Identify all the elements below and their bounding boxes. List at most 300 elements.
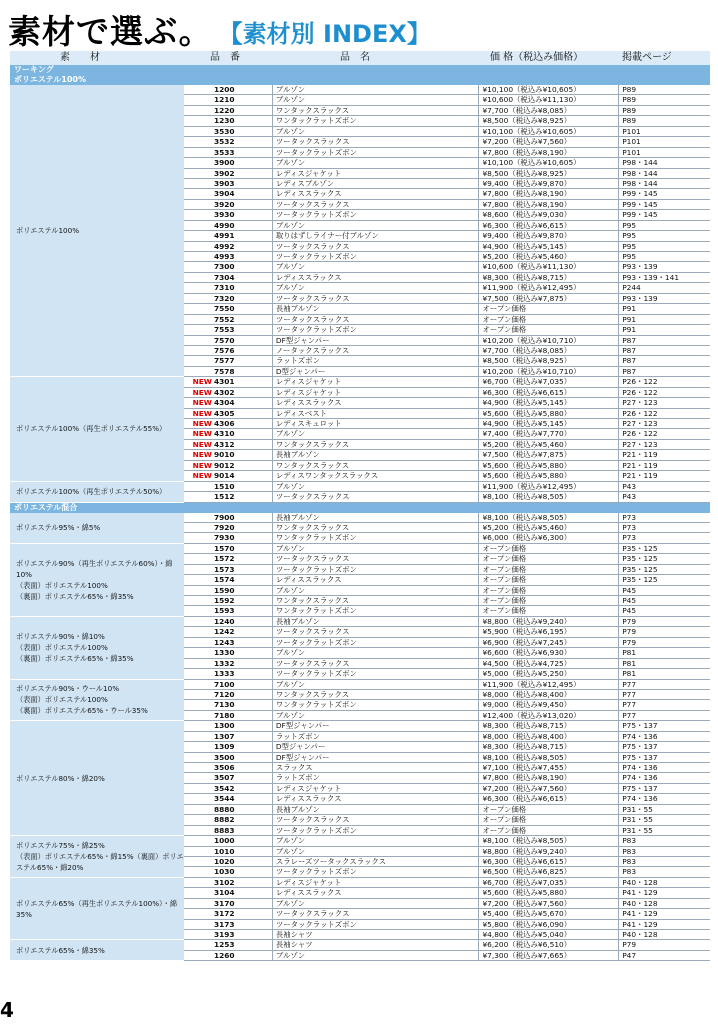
column-header bbox=[10, 51, 710, 65]
new-badge bbox=[184, 554, 214, 563]
product-name: ツータックスラックス bbox=[273, 492, 480, 501]
table-row bbox=[184, 857, 710, 867]
page-ref: P87 bbox=[622, 345, 637, 355]
product-code: 1020 bbox=[214, 857, 273, 866]
page-ref: P74・136 bbox=[622, 731, 658, 741]
page-ref: P26・122 bbox=[622, 429, 658, 439]
product-code: 3904 bbox=[214, 189, 273, 198]
product-price: オープン価格 bbox=[479, 596, 619, 605]
new-badge bbox=[184, 617, 214, 626]
material-line: （表面）ポリエステル100% bbox=[16, 643, 108, 653]
product-name: ブルゾン bbox=[273, 482, 480, 491]
product-name: ツータックラットズボン bbox=[273, 669, 480, 678]
product-name: D型ジャンパー bbox=[273, 367, 480, 376]
new-badge bbox=[184, 586, 214, 595]
new-badge bbox=[184, 189, 214, 198]
table-row bbox=[184, 492, 710, 502]
product-price: ¥7,200（税込み¥7,560） bbox=[479, 899, 619, 908]
product-code: 1240 bbox=[214, 617, 273, 626]
product-code: 7578 bbox=[214, 367, 273, 376]
table-row bbox=[184, 158, 710, 168]
table-row bbox=[184, 544, 710, 554]
product-price: ¥7,200（税込み¥7,560） bbox=[479, 784, 619, 793]
product-name: レディスジャケット bbox=[273, 377, 480, 386]
product-price: オープン価格 bbox=[479, 805, 619, 814]
page-ref: P40・128 bbox=[622, 930, 658, 939]
page-ref: P35・125 bbox=[622, 575, 658, 585]
page-ref: P83 bbox=[622, 846, 637, 856]
table-row bbox=[184, 116, 710, 126]
page-ref: P81 bbox=[622, 648, 637, 658]
product-price: ¥5,600（税込み¥5,880） bbox=[479, 461, 619, 470]
table-row bbox=[184, 888, 710, 898]
product-code: 4990 bbox=[214, 221, 273, 230]
product-price: オープン価格 bbox=[479, 304, 619, 313]
product-price: ¥8,100（税込み¥8,505） bbox=[479, 836, 619, 845]
product-price: ¥7,200（税込み¥7,560） bbox=[479, 137, 619, 146]
new-badge bbox=[184, 325, 214, 334]
product-name: ブルゾン bbox=[273, 429, 480, 438]
page-ref: P35・125 bbox=[622, 554, 658, 564]
product-name: 長袖ブルゾン bbox=[273, 617, 480, 626]
table-row bbox=[184, 826, 710, 836]
new-badge bbox=[184, 137, 214, 146]
table-row bbox=[184, 283, 710, 293]
page-ref: P89 bbox=[622, 95, 637, 105]
product-name: 長袖ブルゾン bbox=[273, 513, 480, 522]
material-line: ポリエステル90%・綿10% bbox=[16, 632, 105, 642]
product-price: ¥7,100（税込み¥7,455） bbox=[479, 763, 619, 772]
product-name: スラレーズツータックスラックス bbox=[273, 857, 480, 866]
new-badge: NEW bbox=[184, 377, 214, 386]
table-row bbox=[184, 523, 710, 533]
product-name: レディスブルゾン bbox=[273, 179, 480, 188]
product-name: ブルゾン bbox=[273, 95, 480, 104]
page-ref: P26・122 bbox=[622, 408, 658, 418]
product-price: オープン価格 bbox=[479, 586, 619, 595]
product-price: ¥5,200（税込み¥5,460） bbox=[479, 252, 619, 261]
product-name: ワンタックスラックス bbox=[273, 106, 480, 115]
page-ref: P21・119 bbox=[622, 450, 658, 460]
table-row bbox=[184, 304, 710, 314]
product-price: ¥7,800（税込み¥8,190） bbox=[479, 189, 619, 198]
product-price: ¥5,200（税込み¥5,460） bbox=[479, 523, 619, 532]
product-code: 1200 bbox=[214, 85, 273, 94]
table-row bbox=[184, 200, 710, 210]
table-row bbox=[184, 617, 710, 627]
table-row bbox=[184, 554, 710, 564]
product-code: 9010 bbox=[214, 450, 273, 459]
product-name: ツータックスラックス bbox=[273, 627, 480, 636]
table-row bbox=[184, 429, 710, 439]
page-ref: P93・139 bbox=[622, 262, 658, 272]
page-ref: P45 bbox=[622, 596, 637, 605]
product-price: ¥9,400（税込み¥9,870） bbox=[479, 231, 619, 240]
table-row bbox=[184, 315, 710, 325]
page-ref: P89 bbox=[622, 85, 637, 94]
product-price: ¥8,300（税込み¥8,715） bbox=[479, 273, 619, 282]
product-code: 1512 bbox=[214, 492, 273, 501]
product-price: ¥10,600（税込み¥11,130） bbox=[479, 95, 619, 104]
product-code: 4301 bbox=[214, 377, 273, 386]
product-name: ワンタックスラックス bbox=[273, 596, 480, 605]
new-badge bbox=[184, 252, 214, 261]
page-ref: P75・137 bbox=[622, 783, 658, 793]
page-ref: P79 bbox=[622, 616, 637, 626]
table-row bbox=[184, 513, 710, 523]
product-name: ブルゾン bbox=[273, 127, 480, 136]
product-code: 3902 bbox=[214, 169, 273, 178]
page-ref: P75・137 bbox=[622, 721, 658, 731]
product-price: ¥6,500（税込み¥6,825） bbox=[479, 867, 619, 876]
product-price: ¥8,300（税込み¥8,715） bbox=[479, 721, 619, 730]
product-name: ブルゾン bbox=[273, 586, 480, 595]
product-price: ¥6,900（税込み¥7,245） bbox=[479, 638, 619, 647]
product-code: 8883 bbox=[214, 826, 273, 835]
product-name: レディスジャケット bbox=[273, 878, 480, 887]
col-price: 価 格（税込み価格） bbox=[490, 52, 584, 63]
table-row bbox=[184, 700, 710, 710]
table-row bbox=[184, 596, 710, 606]
new-badge bbox=[184, 210, 214, 219]
product-code: 1253 bbox=[214, 940, 273, 949]
product-code: 1593 bbox=[214, 606, 273, 615]
page-header bbox=[8, 10, 431, 50]
table-row bbox=[184, 867, 710, 877]
product-name: レディススラックス bbox=[273, 888, 480, 897]
material-cell bbox=[10, 85, 184, 377]
product-price: ¥7,800（税込み¥8,190） bbox=[479, 200, 619, 209]
product-price: ¥8,100（税込み¥8,505） bbox=[479, 492, 619, 501]
product-code: 3172 bbox=[214, 909, 273, 918]
product-code: 7920 bbox=[214, 523, 273, 532]
product-code: 7550 bbox=[214, 304, 273, 313]
page-ref: P87 bbox=[622, 356, 637, 366]
table-row bbox=[184, 231, 710, 241]
new-badge bbox=[184, 575, 214, 584]
product-code: 3173 bbox=[214, 920, 273, 929]
table-row bbox=[184, 815, 710, 825]
page-ref: P43 bbox=[622, 492, 637, 502]
material-group bbox=[10, 85, 710, 377]
product-code: 1260 bbox=[214, 951, 273, 960]
table-row bbox=[184, 878, 710, 888]
page-ref: P98・144 bbox=[622, 158, 658, 168]
product-price: オープン価格 bbox=[479, 565, 619, 574]
table-row bbox=[184, 784, 710, 794]
table-row bbox=[184, 336, 710, 346]
material-line: ポリエステル90%（再生ポリエステル60%）・綿10% bbox=[16, 558, 173, 579]
table-row bbox=[184, 680, 710, 690]
product-code: 4305 bbox=[214, 409, 273, 418]
product-price: ¥8,100（税込み¥8,505） bbox=[479, 753, 619, 762]
product-code: 3544 bbox=[214, 794, 273, 803]
new-badge bbox=[184, 888, 214, 897]
page-ref: P87 bbox=[622, 366, 637, 376]
material-line: ポリエステル100% bbox=[16, 226, 80, 236]
product-name: スラックス bbox=[273, 763, 480, 772]
product-code: 3930 bbox=[214, 210, 273, 219]
table-row bbox=[184, 659, 710, 669]
page-ref: P79 bbox=[622, 637, 637, 647]
new-badge bbox=[184, 951, 214, 960]
material-line: ポリエステル100%（再生ポリエステル55%） bbox=[16, 424, 167, 434]
page-ref: P89 bbox=[622, 116, 637, 126]
page-ref: P91 bbox=[622, 314, 637, 324]
new-badge bbox=[184, 836, 214, 845]
product-price: ¥10,200（税込み¥10,710） bbox=[479, 367, 619, 376]
table-row bbox=[184, 262, 710, 272]
product-code: 7180 bbox=[214, 711, 273, 720]
product-price: ¥12,400（税込み¥13,020） bbox=[479, 711, 619, 720]
product-name: レディスキュロット bbox=[273, 419, 480, 428]
new-badge bbox=[184, 826, 214, 835]
product-name: ツータックラットズボン bbox=[273, 252, 480, 261]
product-code: 1309 bbox=[214, 742, 273, 751]
page-ref: P27・123 bbox=[622, 439, 658, 449]
product-price: ¥6,300（税込み¥6,615） bbox=[479, 857, 619, 866]
new-badge bbox=[184, 315, 214, 324]
product-price: オープン価格 bbox=[479, 606, 619, 615]
page-ref: P95 bbox=[622, 220, 637, 230]
material-group bbox=[10, 836, 710, 878]
new-badge bbox=[184, 857, 214, 866]
table-row bbox=[184, 189, 710, 199]
product-code: 1574 bbox=[214, 575, 273, 584]
product-code: 1242 bbox=[214, 627, 273, 636]
new-badge bbox=[184, 513, 214, 522]
product-code: 1572 bbox=[214, 554, 273, 563]
product-name: ワンタックラットズボン bbox=[273, 116, 480, 125]
page-ref: P83 bbox=[622, 867, 637, 877]
product-name: ラットズボン bbox=[273, 356, 480, 365]
product-name: レディスジャケット bbox=[273, 784, 480, 793]
table-row bbox=[184, 95, 710, 105]
table-row bbox=[184, 648, 710, 658]
product-price: オープン価格 bbox=[479, 815, 619, 824]
material-line: （裏面）ポリエステル65%・綿35% bbox=[16, 654, 134, 664]
product-price: ¥7,700（税込み¥8,085） bbox=[479, 106, 619, 115]
new-badge: NEW bbox=[184, 419, 214, 428]
table-row bbox=[184, 221, 710, 231]
product-price: ¥8,500（税込み¥8,925） bbox=[479, 116, 619, 125]
page-ref: P95 bbox=[622, 241, 637, 251]
product-price: ¥8,000（税込み¥8,400） bbox=[479, 732, 619, 741]
product-name: ブルゾン bbox=[273, 544, 480, 553]
product-code: 4310 bbox=[214, 429, 273, 438]
table-row bbox=[184, 127, 710, 137]
material-cell bbox=[10, 680, 184, 722]
page-ref: P77 bbox=[622, 700, 637, 710]
new-badge bbox=[184, 565, 214, 574]
page-ref: P91 bbox=[622, 325, 637, 335]
product-code: 1243 bbox=[214, 638, 273, 647]
product-name: 取りはずしライナー付ブルゾン bbox=[273, 231, 480, 240]
product-name: 長袖ブルゾン bbox=[273, 304, 480, 313]
product-name: ワンタックスラックス bbox=[273, 523, 480, 532]
product-price: ¥11,900（税込み¥12,495） bbox=[479, 283, 619, 292]
material-cell bbox=[10, 377, 184, 481]
product-name: ツータックラットズボン bbox=[273, 210, 480, 219]
product-price: ¥7,300（税込み¥7,665） bbox=[479, 951, 619, 960]
page-ref: P26・122 bbox=[622, 377, 658, 387]
new-badge bbox=[184, 544, 214, 553]
page-ref: P83 bbox=[622, 856, 637, 866]
page-number: 4 bbox=[0, 998, 14, 1022]
new-badge: NEW bbox=[184, 450, 214, 459]
table-row bbox=[184, 325, 710, 335]
table-row bbox=[184, 742, 710, 752]
product-code: 1592 bbox=[214, 596, 273, 605]
material-group bbox=[10, 680, 710, 722]
product-code: 4993 bbox=[214, 252, 273, 261]
product-name: ツータックスラックス bbox=[273, 137, 480, 146]
new-badge bbox=[184, 659, 214, 668]
page-ref: P89 bbox=[622, 105, 637, 115]
table-row bbox=[184, 586, 710, 596]
product-name: ブルゾン bbox=[273, 899, 480, 908]
new-badge bbox=[184, 940, 214, 949]
page-ref: P43 bbox=[622, 481, 637, 491]
page-subtitle: 【素材別 INDEX】 bbox=[218, 20, 431, 48]
page-ref: P83 bbox=[622, 836, 637, 846]
new-badge bbox=[184, 158, 214, 167]
new-badge bbox=[184, 763, 214, 772]
product-code: 4312 bbox=[214, 440, 273, 449]
page-ref: P74・136 bbox=[622, 794, 658, 804]
page-ref: P99・145 bbox=[622, 210, 658, 220]
material-line: （裏面）ポリエステル65%・綿35% bbox=[16, 591, 134, 601]
product-name: ブルゾン bbox=[273, 283, 480, 292]
new-badge bbox=[184, 700, 214, 709]
product-name: ワンタックスラックス bbox=[273, 690, 480, 699]
product-name: DF型ジャンパー bbox=[273, 336, 480, 345]
new-badge: NEW bbox=[184, 461, 214, 470]
material-group bbox=[10, 513, 710, 544]
table-row bbox=[184, 179, 710, 189]
material-cell bbox=[10, 513, 184, 544]
page-ref: P81 bbox=[622, 669, 637, 679]
new-badge bbox=[184, 732, 214, 741]
material-line: （表面）ポリエステル100% bbox=[16, 580, 108, 590]
page-ref: P91 bbox=[622, 304, 637, 314]
col-page: 掲載ページ bbox=[622, 52, 672, 63]
new-badge bbox=[184, 909, 214, 918]
new-badge bbox=[184, 367, 214, 376]
new-badge bbox=[184, 231, 214, 240]
product-name: ワンタックスラックス bbox=[273, 461, 480, 470]
section-header: ポリエステル混合 bbox=[10, 503, 710, 513]
table-row bbox=[184, 471, 710, 481]
new-badge bbox=[184, 648, 214, 657]
product-price: ¥9,400（税込み¥9,870） bbox=[479, 179, 619, 188]
product-code: 1220 bbox=[214, 106, 273, 115]
page-ref: P41・129 bbox=[622, 888, 658, 898]
product-name: レディススラックス bbox=[273, 398, 480, 407]
table-row bbox=[184, 920, 710, 930]
product-price: ¥8,600（税込み¥9,030） bbox=[479, 210, 619, 219]
product-name: ブルゾン bbox=[273, 158, 480, 167]
product-price: ¥7,700（税込み¥8,085） bbox=[479, 346, 619, 355]
product-price: ¥4,800（税込み¥5,040） bbox=[479, 930, 619, 939]
product-price: ¥8,300（税込み¥8,715） bbox=[479, 742, 619, 751]
new-badge bbox=[184, 294, 214, 303]
product-name: D型ジャンパー bbox=[273, 742, 480, 751]
page-ref: P45 bbox=[622, 585, 637, 595]
product-name: ブルゾン bbox=[273, 648, 480, 657]
product-code: 1000 bbox=[214, 836, 273, 845]
product-name: 長袖ブルゾン bbox=[273, 450, 480, 459]
new-badge: NEW bbox=[184, 471, 214, 480]
page-ref: P74・136 bbox=[622, 773, 658, 783]
new-badge bbox=[184, 116, 214, 125]
product-price: ¥8,500（税込み¥8,925） bbox=[479, 169, 619, 178]
new-badge bbox=[184, 899, 214, 908]
product-price: ¥10,100（税込み¥10,605） bbox=[479, 158, 619, 167]
new-badge bbox=[184, 356, 214, 365]
product-code: 3542 bbox=[214, 784, 273, 793]
material-line: ポリエステル95%・綿5% bbox=[16, 523, 101, 533]
product-name: ツータックラットズボン bbox=[273, 920, 480, 929]
new-badge: NEW bbox=[184, 398, 214, 407]
page-ref: P74・136 bbox=[622, 763, 658, 772]
section-subheader: ポリエステル100% bbox=[10, 75, 710, 85]
table-row bbox=[184, 909, 710, 919]
product-price: ¥10,100（税込み¥10,605） bbox=[479, 127, 619, 136]
product-code: 3532 bbox=[214, 137, 273, 146]
material-cell bbox=[10, 617, 184, 680]
product-code: 3903 bbox=[214, 179, 273, 188]
product-name: ツータックラットズボン bbox=[273, 638, 480, 647]
table-row bbox=[184, 711, 710, 721]
table-row bbox=[184, 763, 710, 773]
new-badge bbox=[184, 742, 214, 751]
table-row bbox=[184, 461, 710, 471]
product-code: 7577 bbox=[214, 356, 273, 365]
product-code: 7553 bbox=[214, 325, 273, 334]
product-price: オープン価格 bbox=[479, 575, 619, 584]
product-name: レディススラックス bbox=[273, 189, 480, 198]
new-badge bbox=[184, 606, 214, 615]
product-code: 7570 bbox=[214, 336, 273, 345]
page-title: 素材で選ぶ。 bbox=[8, 12, 213, 51]
page-ref: P35・125 bbox=[622, 543, 658, 553]
product-name: DF型ジャンパー bbox=[273, 721, 480, 730]
product-name: ブルゾン bbox=[273, 836, 480, 845]
new-badge bbox=[184, 106, 214, 115]
product-price: ¥10,100（税込み¥10,605） bbox=[479, 85, 619, 94]
material-group bbox=[10, 617, 710, 680]
table-row bbox=[184, 367, 710, 377]
product-code: 3170 bbox=[214, 899, 273, 908]
material-line: ポリエステル75%・綿25% bbox=[16, 840, 105, 850]
product-code: 1030 bbox=[214, 867, 273, 876]
material-line: ポリエステル80%・綿20% bbox=[16, 773, 105, 783]
new-badge bbox=[184, 148, 214, 157]
material-cell bbox=[10, 721, 184, 836]
product-price: ¥5,900（税込み¥6,195） bbox=[479, 627, 619, 636]
table-row bbox=[184, 419, 710, 429]
product-code: 3507 bbox=[214, 773, 273, 782]
page-ref: P31・55 bbox=[622, 815, 653, 825]
product-name: 長袖シャツ bbox=[273, 930, 480, 939]
material-group bbox=[10, 878, 710, 941]
product-name: ワンタックラットズボン bbox=[273, 533, 480, 542]
new-badge bbox=[184, 304, 214, 313]
product-price: ¥5,200（税込み¥5,460） bbox=[479, 440, 619, 449]
product-name: DF型ジャンパー bbox=[273, 753, 480, 762]
new-badge bbox=[184, 847, 214, 856]
